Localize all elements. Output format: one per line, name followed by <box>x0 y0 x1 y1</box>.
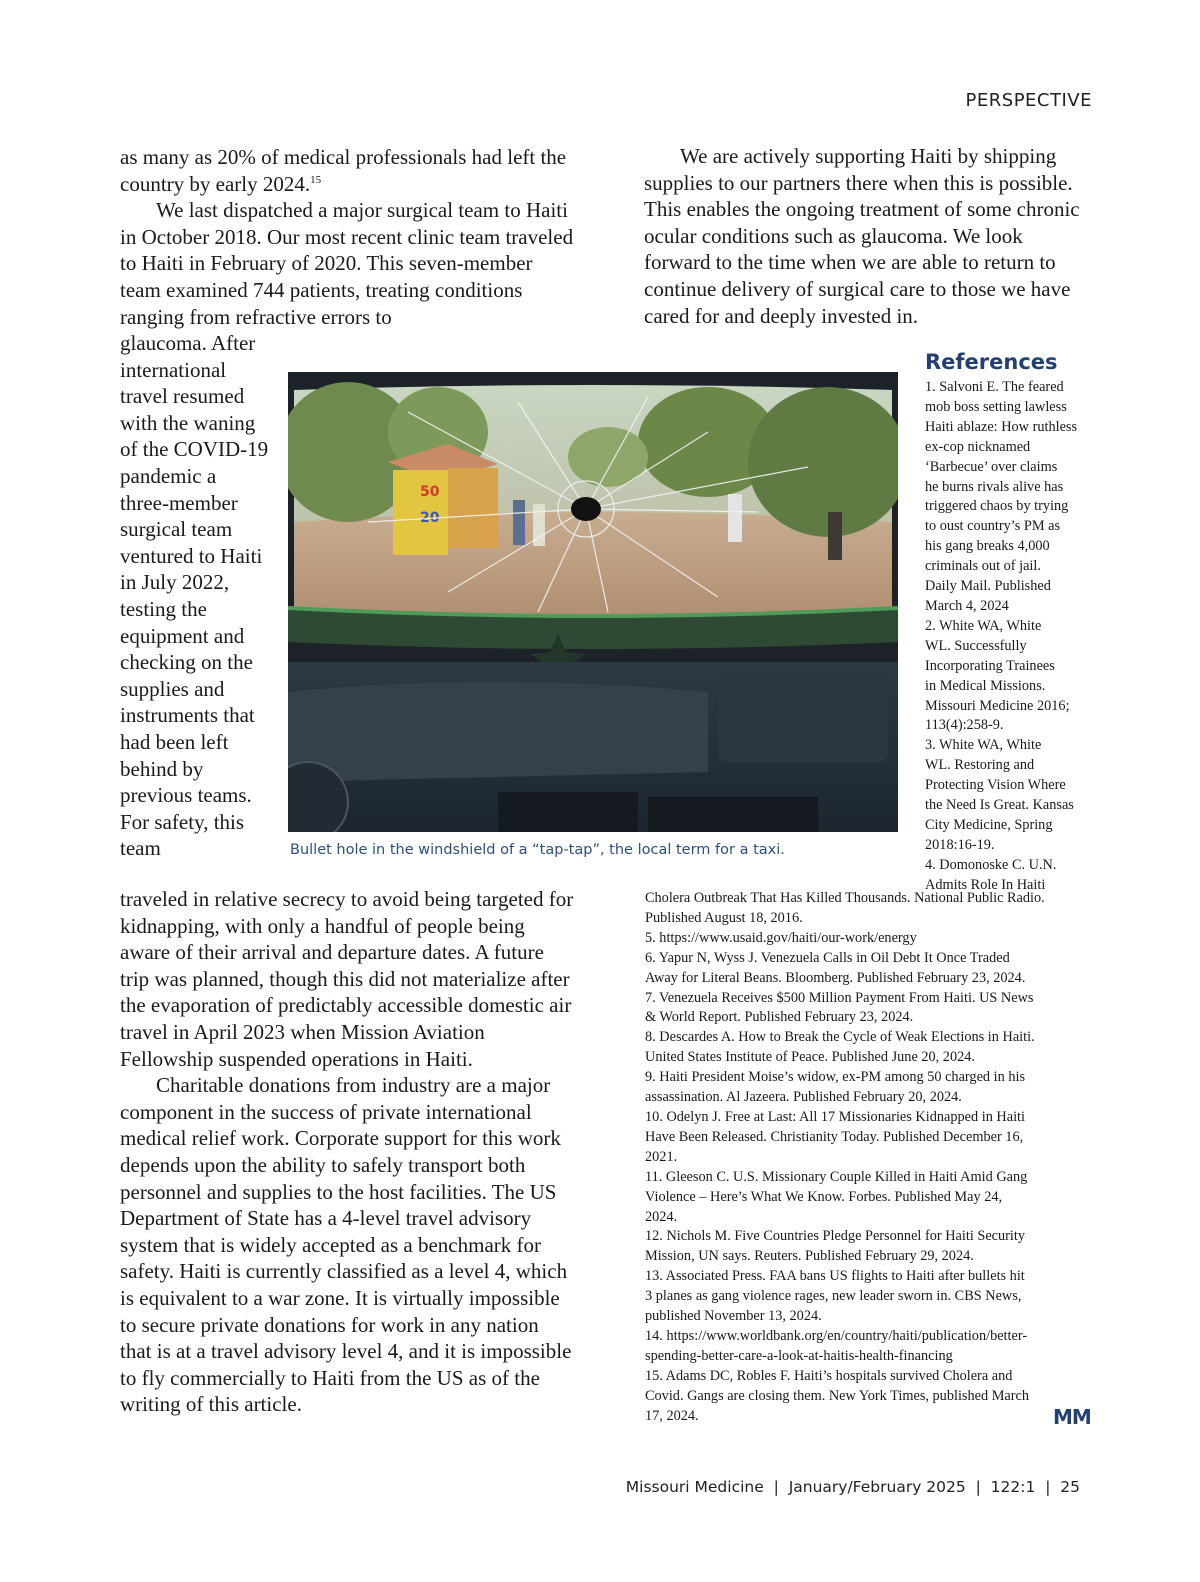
reference-line: 10. Odelyn J. Free at Last: All 17 Missionaries Kidnapped in Haiti <box>645 1108 1026 1125</box>
reference-line: 5. https://www.usaid.gov/haiti/our-work/energy <box>645 929 917 946</box>
right-column-top <box>644 143 1094 329</box>
reference-line: the Need Is Great. Kansas <box>925 797 1074 814</box>
reference-line: 1. Salvoni E. The feared <box>925 379 1064 395</box>
reference-line: March 4, 2024 <box>925 597 1009 614</box>
references-heading: References <box>925 350 1058 374</box>
paragraph: traveled in relative secrecy to avoid being targeted for kidnapping, with only a handful of people being aware of their arrival and departure dates. A future trip was planned, though this did not materialize after the evaporation of predictably accessible domestic air travel in April 2023 when Mission Aviation Fellowship suspended operations in Haiti. <box>120 887 574 1071</box>
reference-line: Missouri Medicine 2016; <box>925 697 1070 714</box>
figure-caption: Bullet hole in the windshield of a “tap-tap”, the local term for a taxi. <box>290 842 785 858</box>
paragraph: Charitable donations from industry are a major component in the success of private international medical relief work. Corporate support for this work depends upon the ability to safely transport both personnel and supplies to the host facilities. The US Department of State has a 4-level travel advisory system that is widely accepted as a benchmark for safety. Haiti is currently classified as a level 4, which is equivalent to a war zone. It is virtually impossible to secure private donations for work in any nation that is at a travel advisory level 4, and it is impossible to fly commercially to Haiti from the US as of the writing of this article. <box>120 1073 572 1417</box>
reference-line: Covid. Gangs are closing them. New York Times, published March <box>645 1387 1030 1404</box>
reference-line: 2. White WA, White <box>925 617 1042 634</box>
reference-line: criminals out of jail. <box>925 558 1041 575</box>
reference-line: 14. https://www.worldbank.org/en/country/haiti/publication/better- <box>645 1327 1028 1344</box>
paragraph <box>120 144 575 197</box>
references-list-narrow <box>925 378 1095 896</box>
reference-line: 2021. <box>645 1148 678 1165</box>
reference-line: Violence – Here’s What We Know. Forbes. Published May 24, <box>645 1188 1003 1205</box>
reference-line: ex-cop nicknamed <box>925 438 1031 455</box>
reference-line: 11. Gleeson C. U.S. Missionary Couple Killed in Haiti Amid Gang <box>645 1168 1028 1185</box>
reference-line: Have Been Released. Christianity Today. Published December 16, <box>645 1128 1024 1145</box>
reference-line: 7. Venezuela Receives $500 Million Payment From Haiti. US News <box>645 989 1034 1006</box>
section-header: PERSPECTIVE <box>965 90 1092 111</box>
reference-line: Haiti ablaze: How ruthless <box>925 418 1078 435</box>
paragraph-text: as many as 20% of medical professionals had left the country by early 2024. <box>120 145 567 196</box>
reference-line: United States Institute of Peace. Published June 20, 2024. <box>645 1049 975 1066</box>
reference-line: Admits Role In Haiti <box>925 876 1046 893</box>
end-mark-logo: MM <box>1053 1405 1091 1429</box>
reference-line: to oust country’s PM as <box>925 518 1061 535</box>
windshield-photo <box>288 372 898 832</box>
reference-line: 4. Domonoske C. U.N. <box>925 856 1057 873</box>
reference-line: published November 13, 2024. <box>645 1308 822 1325</box>
page-footer: Missouri Medicine | January/February 2025 | 122:1 | 25 <box>625 1478 1080 1496</box>
reference-line: 3 planes as gang violence rages, new leader sworn in. CBS News, <box>645 1288 1022 1305</box>
reference-line: Protecting Vision Where <box>925 777 1066 794</box>
references-list-wide <box>645 889 1095 1426</box>
reference-line: City Medicine, Spring <box>925 816 1053 833</box>
left-column-narrow <box>120 330 270 862</box>
reference-line: assassination. Al Jazeera. Published February 20, 2024. <box>645 1089 962 1106</box>
reference-line: his gang breaks 4,000 <box>925 538 1050 555</box>
reference-line: 15. Adams DC, Robles F. Haiti’s hospitals survived Cholera and <box>645 1367 1013 1384</box>
reference-line: 2018:16-19. <box>925 836 995 853</box>
paragraph: glaucoma. After international travel resumed with the waning of the COVID-19 pandemic a three-member surgical team ventured to Haiti in July 2022, testing the equipment and checking on the supplies and instruments that had been left behind by previous teams. For safety, this team <box>120 331 269 861</box>
reference-line: & World Report. Published February 23, 2024. <box>645 1009 914 1026</box>
kiosk-sign-20: 20 <box>420 510 440 526</box>
reference-line: Cholera Outbreak That Has Killed Thousands. National Public Radio. <box>645 890 1045 906</box>
left-column-bottom <box>120 886 575 1418</box>
reference-line: WL. Successfully <box>925 637 1027 654</box>
paragraph: We are actively supporting Haiti by shipping supplies to our partners there when this is possible. This enables the ongoing treatment of some chronic ocular conditions such as glaucoma. We look forward to the time when we are able to return to continue delivery of surgical care to those we have cared for and deeply invested in. <box>644 144 1080 328</box>
reference-line: 17, 2024. <box>645 1407 699 1424</box>
reference-line: in Medical Missions. <box>925 677 1046 694</box>
reference-line: Published August 18, 2016. <box>645 909 803 926</box>
reference-line: 113(4):258-9. <box>925 717 1004 734</box>
kiosk-sign-50: 50 <box>420 484 440 500</box>
reference-line: mob boss setting lawless <box>925 398 1067 415</box>
reference-line: he burns rivals alive has <box>925 478 1064 495</box>
reference-line: 9. Haiti President Moise’s widow, ex-PM among 50 charged in his <box>645 1069 1026 1086</box>
reference-line: Away for Literal Beans. Bloomberg. Published February 23, 2024. <box>645 969 1026 986</box>
reference-line: 13. Associated Press. FAA bans US flights to Haiti after bullets hit <box>645 1268 1025 1285</box>
reference-line: 3. White WA, White <box>925 737 1042 754</box>
reference-line: Mission, UN says. Reuters. Published February 29, 2024. <box>645 1248 974 1265</box>
reference-line: Incorporating Trainees <box>925 657 1055 674</box>
paragraph: We last dispatched a major surgical team to Haiti in October 2018. Our most recent clinic team traveled to Haiti in February of 2020. This seven-member team examined 744 patients, treating conditions ranging from refractive errors to <box>120 198 574 329</box>
reference-line: 12. Nichols M. Five Countries Pledge Personnel for Haiti Security <box>645 1228 1026 1245</box>
reference-line: triggered chaos by trying <box>925 498 1069 515</box>
reference-line: 6. Yapur N, Wyss J. Venezuela Calls in Oil Debt It Once Traded <box>645 949 1010 966</box>
reference-line: 2024. <box>645 1208 678 1225</box>
reference-line: WL. Restoring and <box>925 757 1035 774</box>
left-column-top <box>120 144 575 330</box>
reference-line: ‘Barbecue’ over claims <box>925 458 1058 475</box>
reference-line: 8. Descardes A. How to Break the Cycle of Weak Elections in Haiti. <box>645 1029 1035 1046</box>
reference-line: Daily Mail. Published <box>925 578 1051 595</box>
reference-line: spending-better-care-a-look-at-haitis-health-financing <box>645 1347 953 1364</box>
footnote-ref: 15 <box>310 173 322 186</box>
